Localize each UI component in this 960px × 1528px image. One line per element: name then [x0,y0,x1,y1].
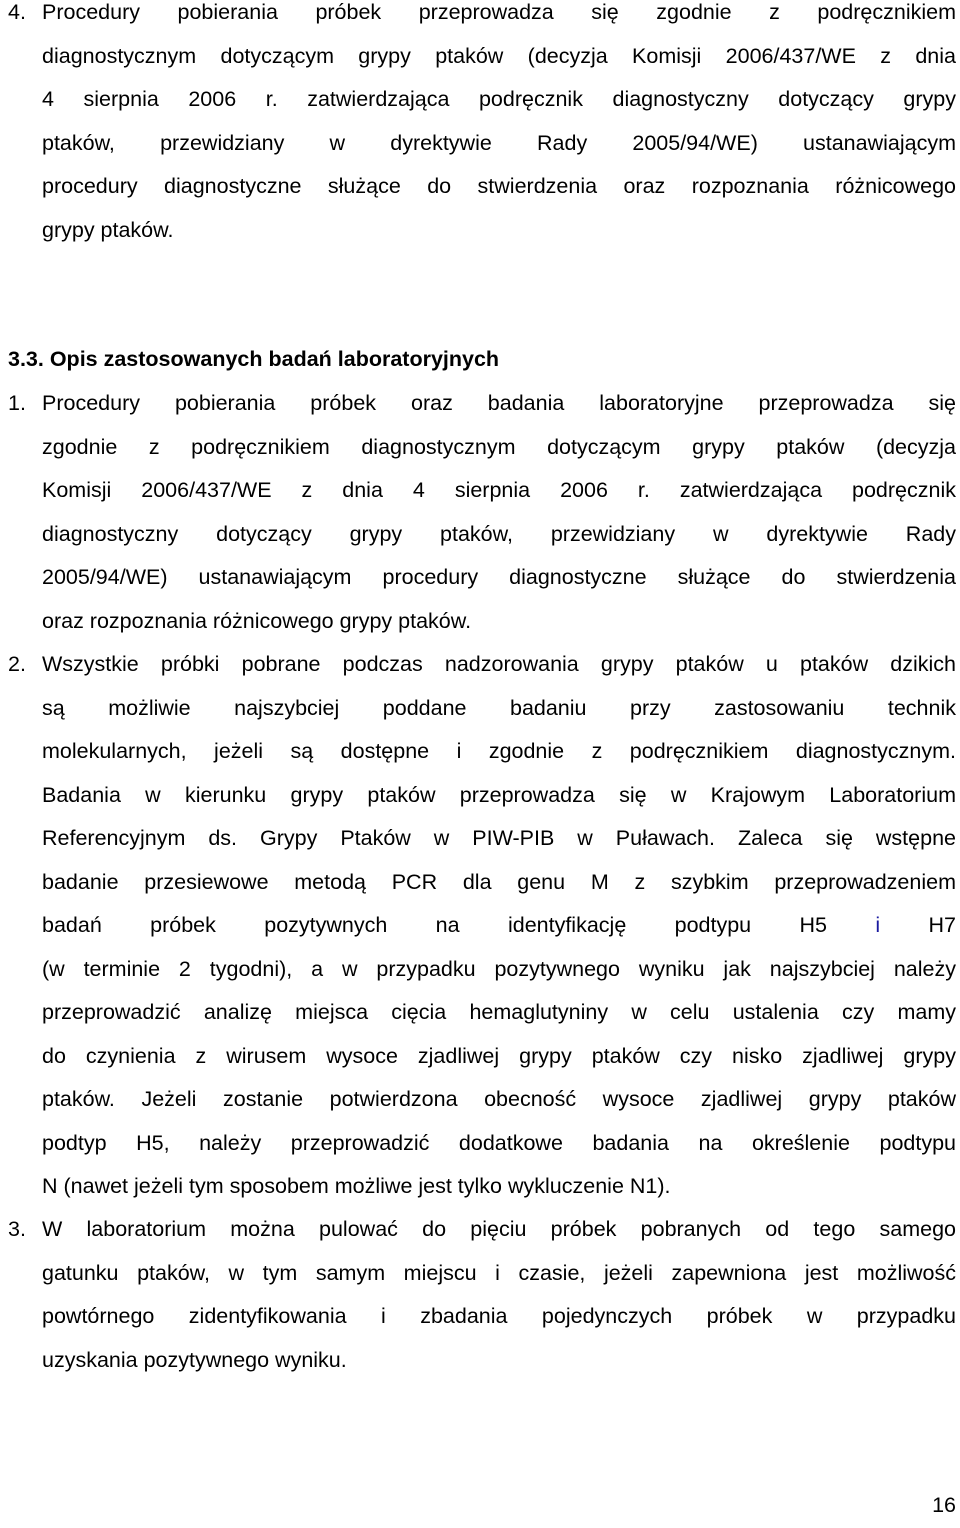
highlighted-conjunction: i [875,913,881,937]
text-line: Komisji 2006/437/WE z dnia 4 sierpnia 2006 r. zatwierdzająca podręcznik [42,478,956,502]
text-line: grypy ptaków. [42,217,174,242]
text-line: 2005/94/WE) ustanawiającym procedury diagnostyczne służące do stwierdzenia [42,565,956,589]
text-line: 4 sierpnia 2006 r. zatwierdzająca podręcznik diagnostyczny dotyczący grypy [42,87,956,111]
list-number: 3. [8,1217,26,1241]
text-line: są możliwie najszybciej poddane badaniu przy zastosowaniu technik [42,695,956,720]
list-item-text [42,1208,956,1382]
text-line: Referencyjnym ds. Grypy Ptaków w PIW-PIB w Puławach. Zaleca się wstępne [42,826,956,850]
list-item-2 [8,643,956,1209]
text-line: powtórnego zidentyfikowania i zbadania pojedynczych próbek w przypadku [42,1304,956,1328]
text-line: ptaków, przewidziany w dyrektywie Rady 2005/94/WE) ustanawiającym [42,130,956,155]
text-line: diagnostyczny dotyczący grypy ptaków, przewidziany w dyrektywie Rady [42,521,956,546]
text-line: Procedury pobierania próbek przeprowadza się zgodnie z podręcznikiem [42,0,956,24]
text-line: ptaków. Jeżeli zostanie potwierdzona obecność wysoce zjadliwej grypy ptaków [42,1087,956,1111]
list-item-text [42,0,956,252]
text-line-with-highlight [42,904,956,948]
text-line: Procedury pobierania próbek oraz badania laboratoryjne przeprowadza się [42,391,956,415]
list-item-text [42,643,956,1209]
text-line: do czynienia z wirusem wysoce zjadliwej grypy ptaków czy nisko zjadliwej grypy [42,1043,956,1068]
text-segment: H7 [928,913,957,937]
text-line: (w terminie 2 tygodni), a w przypadku pozytywnego wyniku jak najszybciej należy [42,956,956,981]
text-line: Badania w kierunku grypy ptaków przeprowadza się w Krajowym Laboratorium [42,782,956,807]
text-line: molekularnych, jeżeli są dostępne i zgodnie z podręcznikiem diagnostycznym. [42,739,956,763]
text-line: procedury diagnostyczne służące do stwierdzenia oraz rozpoznania różnicowego [42,174,956,198]
text-segment: badań próbek pozytywnych na identyfikację podtypu H5 [42,913,827,937]
text-line: przeprowadzić analizę miejsca cięcia hemaglutyniny w celu ustalenia czy mamy [42,1000,956,1024]
text-line: oraz rozpoznania różnicowego grypy ptaków. [42,608,472,633]
list-number: 4. [8,0,26,24]
list-item-text [42,382,956,643]
list-item-4 [8,0,956,252]
text-line: diagnostycznym dotyczącym grypy ptaków (decyzja Komisji 2006/437/WE z dnia [42,43,956,68]
text-line: W laboratorium można pulować do pięciu próbek pobranych od tego samego [42,1217,956,1241]
text-line: uzyskania pozytywnego wyniku. [42,1347,347,1372]
text-line: N (nawet jeżeli tym sposobem możliwe jest tylko wykluczenie N1). [42,1174,671,1198]
list-item-3 [8,1208,956,1382]
text-line: zgodnie z podręcznikiem diagnostycznym dotyczącym grypy ptaków (decyzja [42,434,956,459]
list-item-1 [8,382,956,643]
page-number: 16 [932,1493,956,1517]
text-line: gatunku ptaków, w tym samym miejscu i czasie, jeżeli zapewniona jest możliwość [42,1260,956,1285]
section-heading: 3.3. Opis zastosowanych badań laboratoryjnych [8,347,500,371]
text-line: Wszystkie próbki pobrane podczas nadzorowania grypy ptaków u ptaków dzikich [42,652,956,676]
text-line: badanie przesiewowe metodą PCR dla genu M z szybkim przeprowadzeniem [42,869,956,894]
list-number: 2. [8,652,26,676]
text-line: podtyp H5, należy przeprowadzić dodatkowe badania na określenie podtypu [42,1130,956,1155]
list-number: 1. [8,391,26,415]
